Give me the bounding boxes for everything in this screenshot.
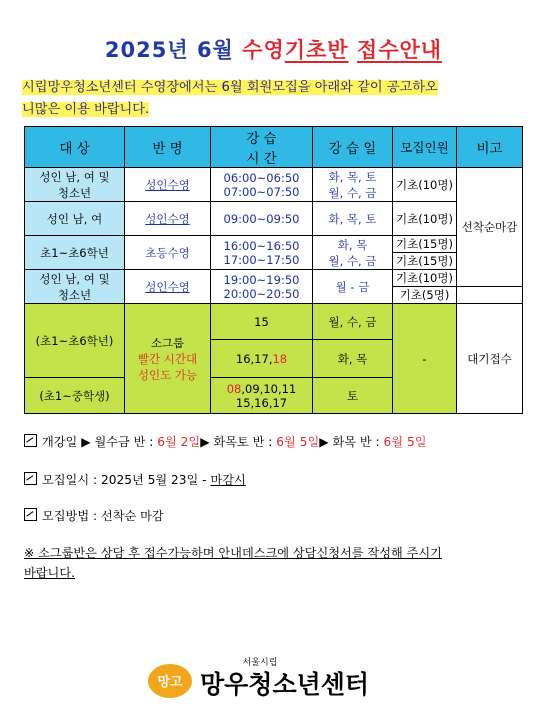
row2-target: 성인 남, 여 [25, 202, 125, 236]
title-year-month: 2025년 6월 [104, 38, 234, 62]
note4-line1: ※ 소그룹반은 상담 후 접수가능하며 안내데스크에 상담신청서를 작성해 주시기 [24, 546, 442, 560]
table-header-row [25, 127, 523, 168]
row2-capacity: 기초(10명) [393, 202, 457, 236]
row3-days-b: 월, 수, 금 [328, 253, 377, 268]
title-basic: 기초반 [284, 38, 349, 62]
header-target: 대 상 [25, 127, 125, 168]
header-time-line2: 시 간 [246, 151, 277, 167]
note-cell-extension [457, 287, 523, 304]
group-capacity: - [393, 304, 457, 414]
note1-label: 개강일 [42, 435, 78, 449]
note-recruit-method [24, 507, 529, 524]
group-class-line1: 소그룹 [150, 335, 185, 350]
row1-days-b: 월, 수, 금 [328, 185, 377, 200]
pencil-note-icon [24, 434, 37, 447]
group-time-1: 15 [211, 304, 313, 340]
header-note: 비고 [457, 127, 523, 168]
header-capacity: 모집인원 [393, 127, 457, 168]
row1-time [211, 168, 313, 202]
group-days-2: 화, 목 [313, 340, 393, 378]
row4-time [211, 270, 313, 304]
arrow-icon: ▶ [200, 435, 210, 449]
pencil-note-icon [24, 508, 37, 521]
group-target-2: (초1~중학생) [25, 378, 125, 414]
row4-target-line2: 청소년 [57, 287, 92, 302]
group-target-1: (초1~초6학년) [25, 304, 125, 378]
note-start-dates [24, 433, 529, 450]
row4-capacity-a: 기초(10명) [393, 270, 457, 287]
note-first-come: 선착순마감 [457, 168, 523, 287]
note4-line2: 바랍니다. [24, 566, 75, 580]
row3-class: 초등수영 [125, 236, 211, 270]
row1-time-a: 06:00~06:50 [223, 170, 300, 185]
note-recruit-date [24, 471, 529, 488]
row1-days-a: 화, 목, 토 [328, 169, 377, 184]
row4-time-b: 20:00~20:50 [223, 286, 300, 301]
header-time [211, 127, 313, 168]
arrow-icon: ▶ [81, 435, 91, 449]
row1-class: 성인수영 [125, 168, 211, 202]
intro-line-2: 니많은 이용 바랍니다. [22, 102, 150, 117]
logo-small-text: 서울시립 [242, 658, 278, 668]
note1-c: 화목 반 : [332, 435, 384, 449]
title-registration: 접수안내 [356, 38, 443, 62]
note1-c-date: 6월 5일 [383, 435, 427, 449]
table-row [25, 202, 523, 236]
group-class [125, 304, 211, 414]
row3-capacity-b: 기초(15명) [393, 253, 457, 270]
intro-line-1: 시립망우청소년센터 수영장에서는 6월 회원모집을 아래와 같이 공고하오 [22, 80, 438, 95]
row2-time: 09:00~09:50 [211, 202, 313, 236]
intro-text [22, 77, 527, 121]
group-class-line3: 성인도 가능 [137, 367, 198, 382]
note1-b-date: 6월 5일 [276, 435, 320, 449]
schedule-table [24, 126, 523, 414]
row1-target-line1: 성인 남, 여 및 [39, 169, 110, 184]
group-days-1: 월, 수, 금 [313, 304, 393, 340]
title-swim: 수영 [242, 38, 285, 62]
row3-time-a: 16:00~16:50 [223, 238, 300, 253]
header-time-line1: 강 습 [246, 131, 277, 147]
header-class: 반 명 [125, 127, 211, 168]
row3-time [211, 236, 313, 270]
row4-capacity-b: 기초(5명) [393, 287, 457, 304]
row4-target-line1: 성인 남, 여 및 [39, 271, 110, 286]
row3-days [313, 236, 393, 270]
table-row [25, 270, 523, 287]
group-time-3 [211, 378, 313, 414]
note-small-group [24, 543, 529, 583]
row1-target-line2: 청소년 [57, 185, 92, 200]
note2-end: 마감시 [210, 473, 246, 487]
logo-name-text: 망우청소년센터 [200, 670, 370, 699]
arrow-icon: ▶ [319, 435, 329, 449]
logo-badge-text: 망고 [157, 675, 183, 690]
row1-capacity: 기초(10명) [393, 168, 457, 202]
row1-target [25, 168, 125, 202]
row4-days: 월 - 금 [313, 270, 393, 304]
row4-class: 성인수영 [125, 270, 211, 304]
group-time-3b: ,09,10,11 [241, 381, 297, 396]
pencil-note-icon [24, 472, 37, 485]
group-time-2b: 18 [272, 351, 288, 366]
header-days: 강 습 일 [313, 127, 393, 168]
row1-days [313, 168, 393, 202]
note1-b: 화목토 반 : [213, 435, 277, 449]
row4-time-a: 19:00~19:50 [223, 272, 300, 287]
group-time-3c: 15,16,17 [235, 395, 288, 410]
group-days-3: 토 [313, 378, 393, 414]
logo-graphic [148, 653, 408, 703]
row2-class: 성인수영 [125, 202, 211, 236]
row1-time-b: 07:00~07:50 [223, 184, 300, 199]
note1-a-date: 6월 2일 [157, 435, 201, 449]
table-row [25, 236, 523, 253]
row3-target: 초1~초6학년 [25, 236, 125, 270]
row3-time-b: 17:00~17:50 [223, 252, 300, 267]
group-time-2a: 16,17, [235, 351, 273, 366]
note2-label: 모집일시 : 2025년 5월 23일 - [42, 473, 211, 487]
note1-a: 월수금 반 : [94, 435, 158, 449]
table-row [25, 304, 523, 340]
group-time-2 [211, 340, 313, 378]
row3-days-a: 화, 목 [337, 237, 368, 252]
group-time-3a: 08 [226, 381, 242, 396]
row4-target [25, 270, 125, 304]
note3-text: 모집방법 : 선착순 마감 [42, 509, 164, 523]
group-class-line2: 빨간 시간대 [137, 351, 198, 366]
page-title [0, 34, 547, 64]
center-logo [148, 653, 408, 703]
row3-capacity-a: 기초(15명) [393, 236, 457, 253]
table-row [25, 168, 523, 202]
row2-days: 화, 목, 토 [313, 202, 393, 236]
group-note: 대기접수 [457, 304, 523, 414]
